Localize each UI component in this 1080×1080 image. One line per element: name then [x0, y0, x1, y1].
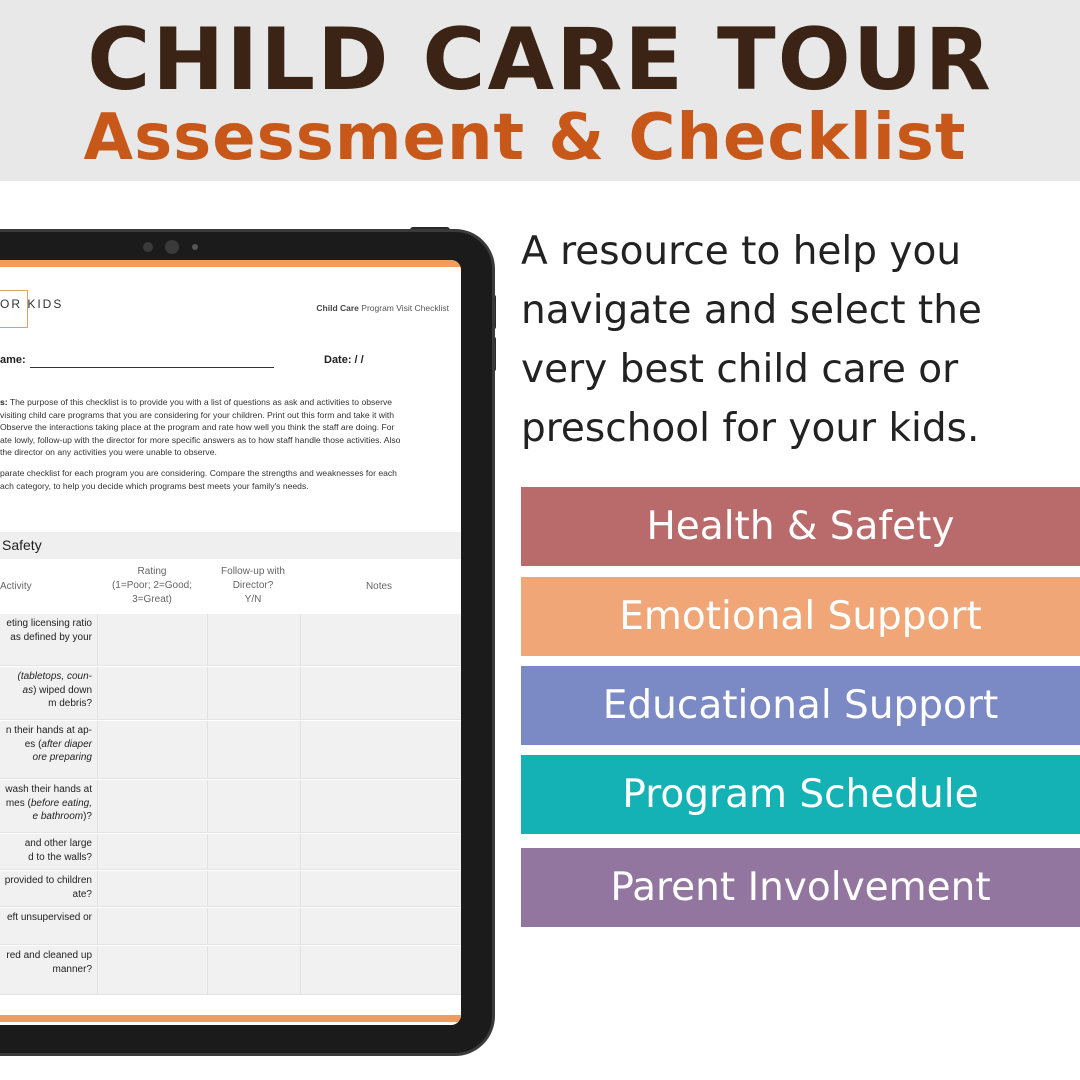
- table-cell[interactable]: [97, 871, 98, 906]
- instructions-line: the director on any activities you were unable to observe.: [0, 447, 217, 458]
- table-cell[interactable]: [207, 780, 208, 832]
- table-cell[interactable]: [300, 908, 301, 944]
- table-row: [0, 871, 461, 907]
- doc-header: [316, 303, 449, 313]
- table-cell[interactable]: [97, 721, 98, 778]
- table-cell[interactable]: [300, 834, 301, 869]
- name-label: ame:: [0, 354, 26, 366]
- category-health-safety: Health & Safety: [521, 487, 1080, 566]
- table-cell[interactable]: [207, 667, 208, 719]
- table-cell[interactable]: [207, 908, 208, 944]
- compare-paragraph: [0, 467, 458, 492]
- section-title: Safety: [0, 532, 461, 559]
- col-head-followup-line: Follow-up with: [221, 566, 285, 577]
- instructions-line: ate lowly, follow-up with the director for more specific answers as to how staff handle those activities. Also: [0, 434, 401, 445]
- category-parent-involvement: Parent Involvement: [521, 848, 1080, 927]
- instructions-paragraph: [0, 396, 458, 459]
- col-head-followup-line: Y/N: [244, 594, 262, 605]
- compare-line: parate checklist for each program you are considering. Compare the strengths and weaknesses for each: [0, 468, 397, 478]
- tablet-sensor-icon: [143, 242, 153, 252]
- table-cell[interactable]: [300, 614, 301, 665]
- row-question: wash their hands at mes (before eating, e bathroom)?: [5, 784, 92, 822]
- table-cell[interactable]: [207, 946, 208, 994]
- table-row: [0, 721, 461, 779]
- table-row: [0, 946, 461, 995]
- tablet-screen: [0, 260, 461, 1025]
- tablet-light-icon: [192, 244, 198, 250]
- table-row: [0, 834, 461, 870]
- instructions-line: Observe the interactions taking place at the program and rate how well you think the staff are doing. For: [0, 422, 395, 433]
- col-head-followup: [208, 565, 298, 607]
- table-cell[interactable]: [300, 946, 301, 994]
- table-cell[interactable]: [300, 871, 301, 906]
- table-cell[interactable]: [97, 946, 98, 994]
- table-cell[interactable]: [97, 667, 98, 719]
- row-question: eting licensing ratio as defined by your: [6, 618, 92, 643]
- table-cell[interactable]: [97, 834, 98, 869]
- page-title: CHILD CARE TOUR: [87, 10, 993, 110]
- doc-bottom-stripe: [0, 1015, 461, 1022]
- logo-text: OR KIDS: [0, 297, 64, 311]
- compare-line: ach category, to help you decide which programs best meets your family's needs.: [0, 480, 309, 491]
- page-subtitle: Assessment & Checklist: [83, 101, 967, 175]
- table-cell[interactable]: [300, 667, 301, 719]
- date-label: Date: / /: [324, 354, 364, 366]
- description-text: A resource to help you navigate and select the very best child care or preschool for your kids.: [521, 229, 982, 451]
- name-input-line: [30, 367, 274, 368]
- row-question: eft unsupervised or: [6, 912, 92, 923]
- category-emotional-support: Emotional Support: [521, 577, 1080, 656]
- col-head-rating-line: 3=Great): [132, 594, 172, 605]
- doc-top-stripe: [0, 260, 461, 267]
- table-cell[interactable]: [207, 871, 208, 906]
- row-question: (tabletops, coun- as) wiped down m debris?: [17, 671, 92, 709]
- doc-header-rest: Program Visit Checklist: [361, 303, 449, 313]
- col-head-followup-line: Director?: [232, 580, 274, 591]
- row-question: n their hands at ap- es (after diaper ore preparing: [5, 725, 92, 763]
- col-head-notes: Notes: [365, 581, 393, 592]
- table-cell[interactable]: [207, 834, 208, 869]
- table-row: [0, 908, 461, 945]
- table-cell[interactable]: [300, 721, 301, 778]
- table-cell[interactable]: [97, 908, 98, 944]
- col-head-rating-line: (1=Poor; 2=Good;: [111, 580, 193, 591]
- header-banner: [0, 0, 1080, 181]
- table-cell[interactable]: [97, 614, 98, 665]
- table-cell[interactable]: [300, 780, 301, 832]
- category-educational-support: Educational Support: [521, 666, 1080, 745]
- col-head-rating: [100, 565, 204, 607]
- col-head-rating-line: Rating: [137, 566, 167, 577]
- table-cell[interactable]: [97, 780, 98, 832]
- table-row: [0, 667, 461, 720]
- instructions-line: visiting child care programs that you are considering for your children. Print out this form and take it with: [0, 409, 395, 420]
- doc-header-bold: Child Care: [316, 303, 359, 313]
- table-row: [0, 780, 461, 833]
- row-question: provided to children ate?: [4, 875, 92, 900]
- tablet-camera-icon: [165, 240, 179, 254]
- row-question: and other large d to the walls?: [24, 838, 92, 863]
- col-head-activity: Activity: [0, 581, 32, 592]
- instructions-line: s: The purpose of this checklist is to provide you with a list of questions as ask and activities to observe: [0, 397, 393, 407]
- table-cell[interactable]: [207, 614, 208, 665]
- table-row: [0, 614, 461, 666]
- row-question: red and cleaned up manner?: [6, 950, 92, 975]
- category-program-schedule: Program Schedule: [521, 755, 1080, 834]
- table-cell[interactable]: [207, 721, 208, 778]
